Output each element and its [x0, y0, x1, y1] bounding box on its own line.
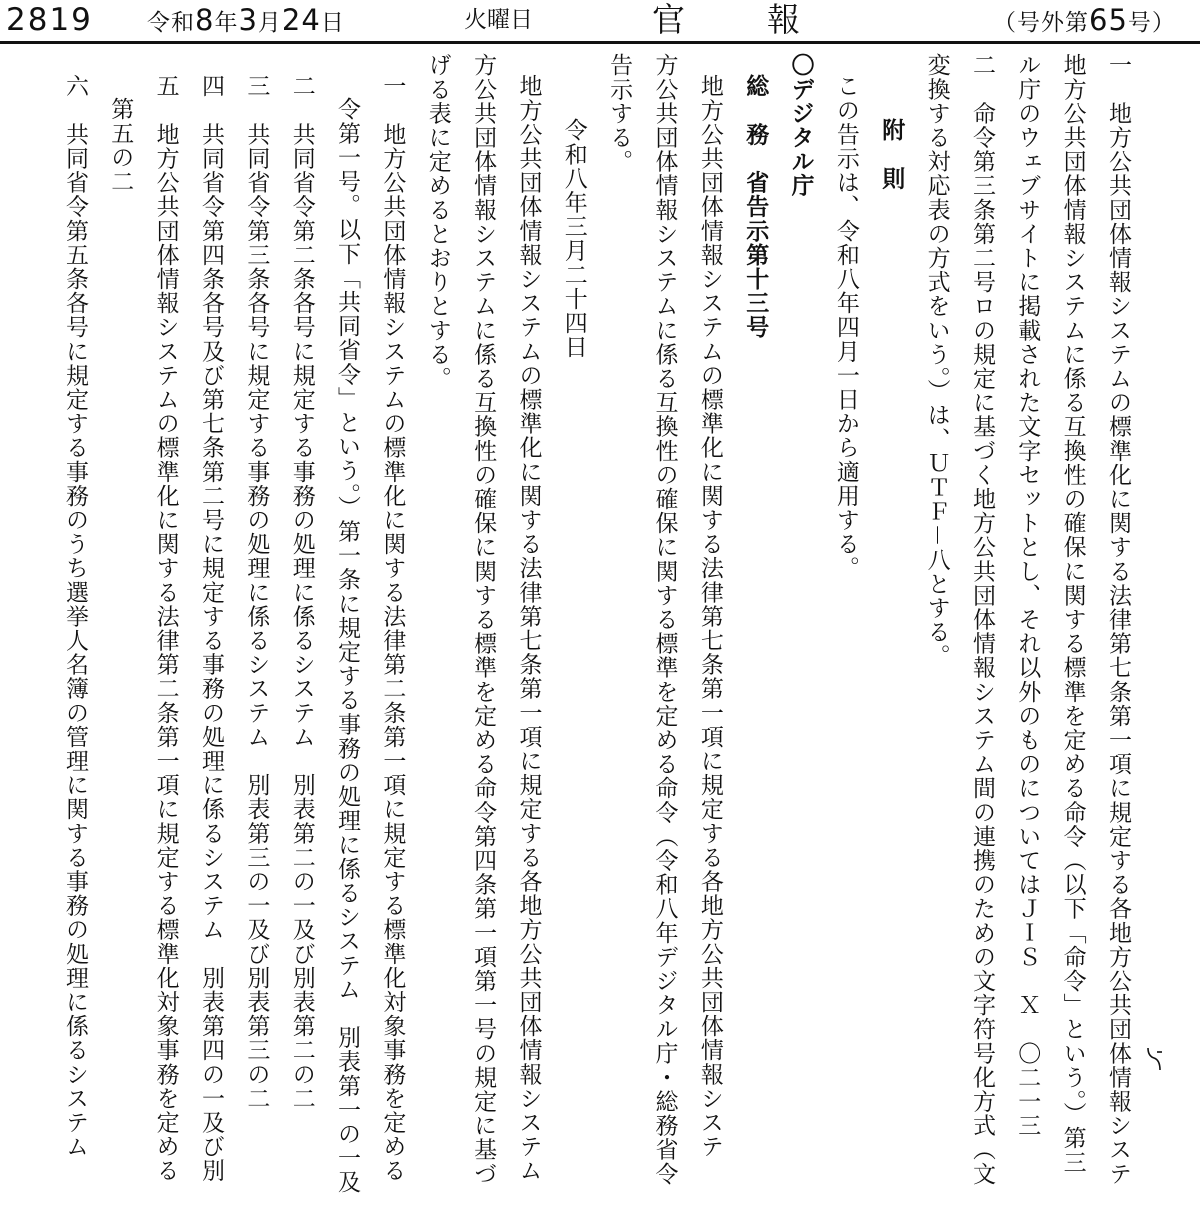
text-column: 五 地方公共団体情報システムの標準化に関する法律第二条第一項に規定する標準化対象事務を定める [152, 74, 179, 1183]
date-year: 8 [195, 3, 215, 37]
text-column: 六 共同省令第五条各号に規定する事務のうち選挙人名簿の管理に関する事務の処理に係るシステム [61, 74, 88, 1159]
text-column: この告示は、令和八年四月一日から適用する。 [832, 74, 859, 581]
text-column: 二 共同省令第二条各号に規定する事務の処理に係るシステム 別表第二の一及び別表第二の二 [288, 74, 315, 1111]
gazette-title: 官報 [652, 0, 882, 39]
text-column: げる表に定めるとおりとする。 [424, 53, 451, 391]
text-column: 地方公共団体情報システムの標準化に関する法律第七条第一項に規定する各地方公共団体情報システム [515, 74, 542, 1183]
issue-suffix: 号） [1127, 10, 1176, 36]
text-column: 第五の二 [107, 97, 134, 194]
date-month: 3 [238, 3, 258, 37]
date-year-unit: 年 [214, 10, 239, 36]
issue-number-value: 65 [1089, 3, 1128, 37]
text-column: ル庁のウェブサイトに掲載された文字セットとし、それ以外のものについてはＪＩＳ Ｘ 〇二一三 [1014, 53, 1041, 1138]
heading-column: 附 則 [878, 118, 905, 191]
text-column: 方公共団体情報システムに係る互換性の確保に関する標準を定める命令第四条第一項第一号の規定に基づ [470, 53, 497, 1186]
text-column: 方公共団体情報システムに係る互換性の確保に関する標準を定める命令（令和八年デジタル庁・総務省令 [651, 53, 678, 1186]
issue-number [993, 3, 1176, 40]
weekday: 火曜日 [464, 7, 533, 33]
text-column: 一 地方公共団体情報システムの標準化に関する法律第二条第一項に規定する標準化対象事務を定める [379, 74, 406, 1183]
page-header [0, 0, 1200, 40]
issue-prefix: （号外第 [993, 10, 1089, 36]
text-column: 令第一号。以下「共同省令」という。）第一条に規定する事務の処理に係るシステム 別表第一の一及 [334, 97, 361, 1195]
text-column: 令和八年三月二十四日 [560, 118, 587, 359]
text-column: 地方公共団体情報システムに係る互換性の確保に関する標準を定める命令（以下「命令」という。）第三 [1059, 53, 1086, 1175]
header-rule [0, 41, 1200, 44]
text-column: 変換する対応表の方式をいう。）は、ＵＴＦ－八とする。 [923, 53, 950, 669]
date-month-unit: 月 [257, 10, 282, 36]
issue-date [147, 3, 345, 40]
text-column: 三 共同省令第三条各号に規定する事務の処理に係るシステム 別表第三の一及び別表第三の二 [243, 74, 270, 1111]
heading-column: 総 務 省告示第十三号 [742, 74, 769, 340]
date-day: 24 [281, 3, 321, 37]
heading-column: 〇デジタル庁 [787, 53, 814, 198]
text-column: 四 共同省令第四条各号及び第七条第二号に規定する事務の処理に係るシステム 別表第四の一及び別 [198, 74, 224, 1183]
date-era: 令和 [147, 10, 195, 36]
text-column: 地方公共団体情報システムの標準化に関する法律第七条第一項に規定する各地方公共団体情報システ [696, 74, 723, 1159]
page-number: 2819 [6, 2, 93, 38]
bracket-glyph-icon [1144, 1046, 1166, 1072]
text-column: 告示する。 [606, 53, 633, 174]
date-day-unit: 日 [320, 10, 345, 36]
text-column: 二 命令第三条第二号ロの規定に基づく地方公共団体情報システム間の連携のための文字符号化方式（文 [968, 53, 995, 1186]
text-column: 一 地方公共団体情報システムの標準化に関する法律第七条第一項に規定する各地方公共団体情報システ [1105, 53, 1131, 1186]
